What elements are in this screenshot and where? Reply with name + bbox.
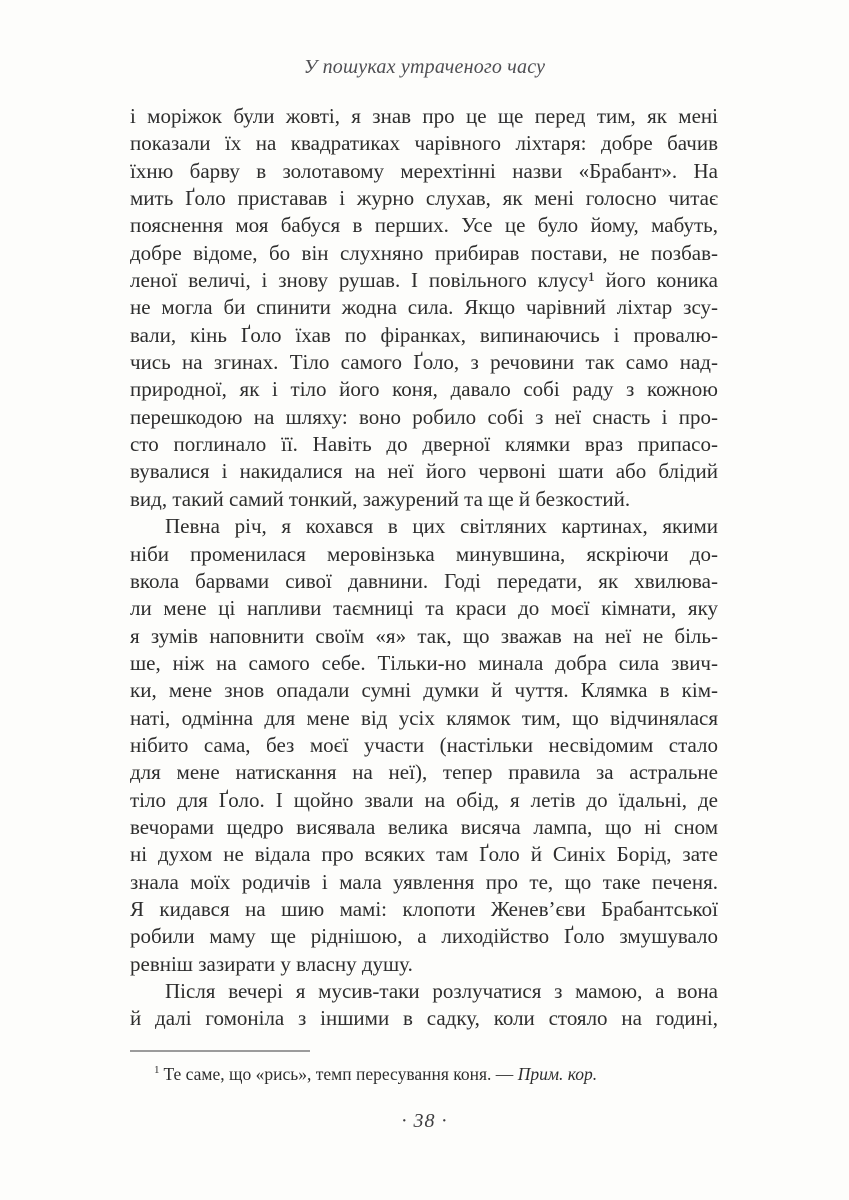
text-line: природної, як і тіло його коня, давало собі раду з кожною xyxy=(130,377,718,402)
text-line: вечорами щедро висявала велика висяча лампа, що ні сном xyxy=(130,814,718,839)
text-line: я зумів наповнити своїм «я» так, що зважав на неї не біль- xyxy=(130,623,718,648)
text-line: вали, кінь Ґоло їхав по фіранках, випинаючись і провалю- xyxy=(130,322,718,347)
text-line: Після вечері я мусив-таки розлучатися з мамою, а вона xyxy=(165,979,718,1003)
text-line: леної величі, і знову рушав. І повільного клусу¹ його коника xyxy=(130,268,718,293)
text-line: ше, ніж на самого себе. Тільки-но минала добра сила звич- xyxy=(130,650,718,675)
footnote-marker: 1 xyxy=(154,1064,160,1077)
footnote xyxy=(130,1062,718,1086)
text-line: вкола барвами сивої давнини. Годі передати, як хвилюва- xyxy=(130,568,718,593)
text-line: чись на згинах. Тіло самого Ґоло, з речовини так само над- xyxy=(130,350,718,375)
text-line: перешкодою на шляху: воно робило собі з неї снасть і про- xyxy=(130,404,718,429)
text-line: їхню барву в золотавому мерехтінні назви «Брабант». На xyxy=(130,158,718,183)
footnote-divider xyxy=(130,1050,310,1052)
footnote-attribution: Прим. кор. xyxy=(517,1064,598,1084)
text-line: для мене натискання на неї), тепер правила за астральне xyxy=(130,760,718,785)
text-line: ревніш зазирати у власну душу. xyxy=(130,951,413,976)
text-line: й далі гомоніла з іншими в садку, коли стояло на годині, xyxy=(130,1006,718,1031)
text-line: мить Ґоло приставав і журно слухав, як мені голосно читає xyxy=(130,186,718,211)
text-line: робили маму ще ріднішою, а лиходійство Ґоло змушувало xyxy=(130,924,718,949)
page-number: · 38 · xyxy=(401,1110,448,1132)
text-line: вид, такий самий тонкий, зажурений та ще й безкостий. xyxy=(130,486,631,511)
text-line: наті, одмінна для мене від усіх клямок тим, що відчинялася xyxy=(130,705,718,730)
text-line: сто поглинало її. Навіть до дверної клямки враз припасо- xyxy=(130,432,718,457)
text-line: Я кидався на шию мамі: клопоти Женев’єви Брабантської xyxy=(130,896,718,921)
running-header: У пошуках утраченого часу xyxy=(303,56,546,78)
text-line: тіло для Ґоло. І щойно звали на обід, я летів до їдальні, де xyxy=(130,787,718,812)
text-line: ли мене ці напливи таємниці та краси до моєї кімнати, яку xyxy=(130,596,718,621)
text-line: показали їх на квадратиках чарівного ліхтаря: добре бачив xyxy=(130,131,718,156)
text-line: пояснення моя бабуся в перших. Усе це було йому, мабуть, xyxy=(130,213,718,238)
body-text xyxy=(130,103,718,1033)
text-line: добре відоме, бо він слухняно прибирав постави, не позбав- xyxy=(130,240,718,265)
footnote-text: Те саме, що «рись», темп пересування коня. — xyxy=(163,1064,518,1084)
text-line: не могла би спинити жодна сила. Якщо чарівний ліхтар зсу- xyxy=(130,295,718,320)
text-line: ки, мене знов опадали сумні думки й чуття. Клямка в кім- xyxy=(130,678,718,703)
text-line: знала моїх родичів і мала уявлення про те, що таке печеня. xyxy=(130,869,718,894)
text-line: і моріжок були жовті, я знав про це ще перед тим, як мені xyxy=(130,104,718,128)
text-line: ніби променилася меровінзька минувшина, яскріючи до- xyxy=(130,541,718,566)
text-line: вувалися і накидалися на неї його червоні шати або блідий xyxy=(130,459,718,484)
text-line: Певна річ, я кохався в цих світляних картинах, якими xyxy=(165,514,718,539)
text-line: нібито сама, без моєї участи (настільки несвідомим стало xyxy=(130,732,718,757)
text-line: ні духом не відала про всяких там Ґоло й Синіх Борід, зате xyxy=(130,842,718,867)
